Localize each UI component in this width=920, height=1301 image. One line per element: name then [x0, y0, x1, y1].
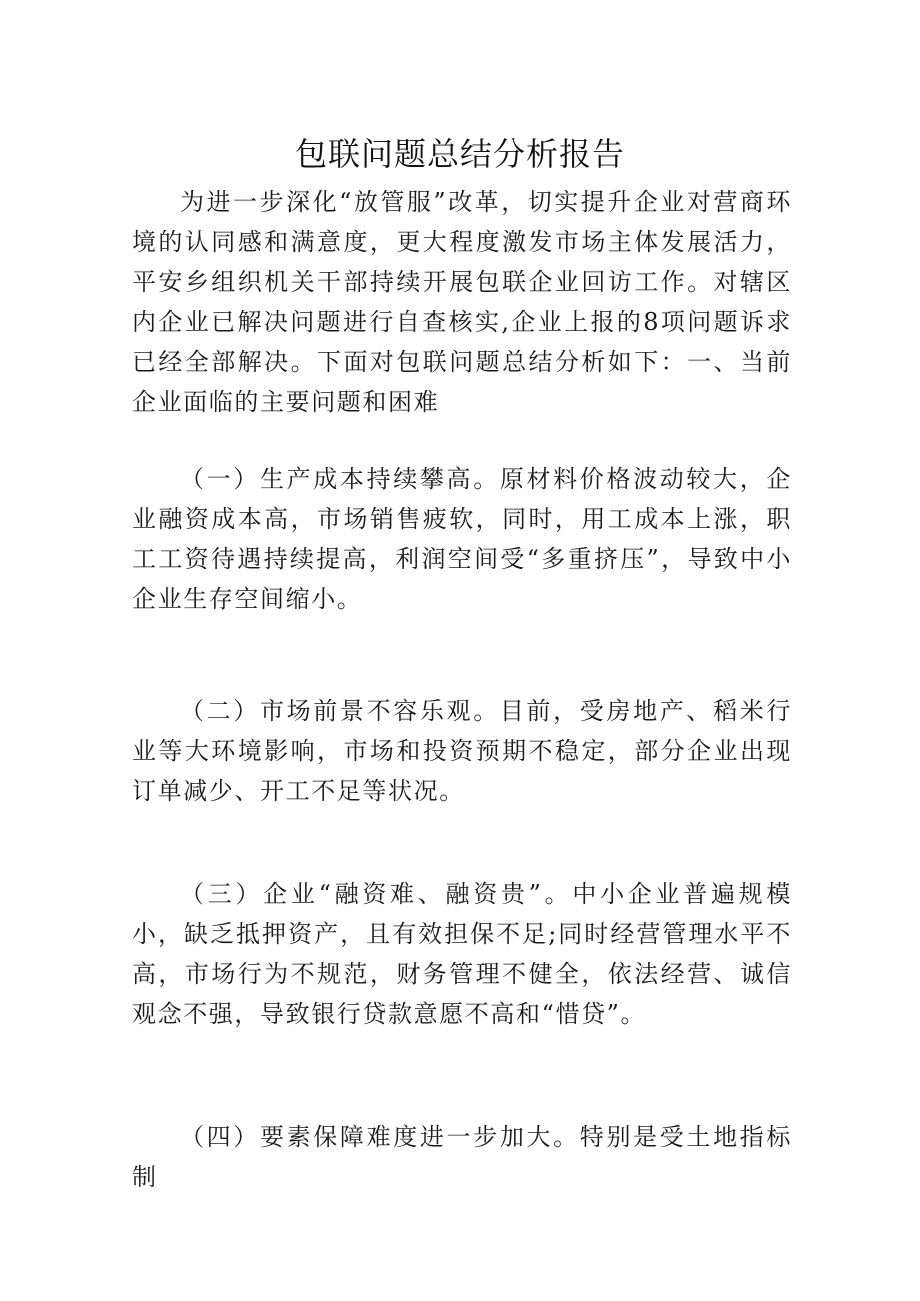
paragraph-section-4: （四）要素保障难度进一步加大。特别是受土地指标制 [132, 1123, 792, 1191]
paragraph-section-2: （二）市场前景不容乐观。目前，受房地产、稻米行业等大环境影响，市场和投资预期不稳定，部分企业出现订单减少、开工不足等状况。 [132, 697, 792, 805]
paragraph-section-3: （三）企业“融资难、融资贵”。中小企业普遍规模小，缺乏抵押资产，且有效担保不足;同时经营管理水平不高，市场行为不规范，财务管理不健全，依法经营、诚信观念不强，导致银行贷款意愿不高和“惜贷”。 [132, 880, 792, 1028]
paragraph-section-1: （一）生产成本持续攀高。原材料价格波动较大，企业融资成本高，市场销售疲软，同时，用工成本上涨，职工工资待遇持续提高，利润空间受“多重挤压”，导致中小企业生存空间缩小。 [132, 465, 792, 613]
document-title: 包联问题总结分析报告 [294, 135, 625, 173]
paragraph-intro: 为进一步深化“放管服”改革，切实提升企业对营商环境的认同感和满意度，更大程度激发市场主体发展活力，平安乡组织机关干部持续开展包联企业回访工作。对辖区内企业已解决问题进行自查核实,企业上报的8项问题诉求已经全部解决。下面对包联问题总结分析如下：一、当前企业面临的主要问题和困难 [132, 188, 792, 416]
